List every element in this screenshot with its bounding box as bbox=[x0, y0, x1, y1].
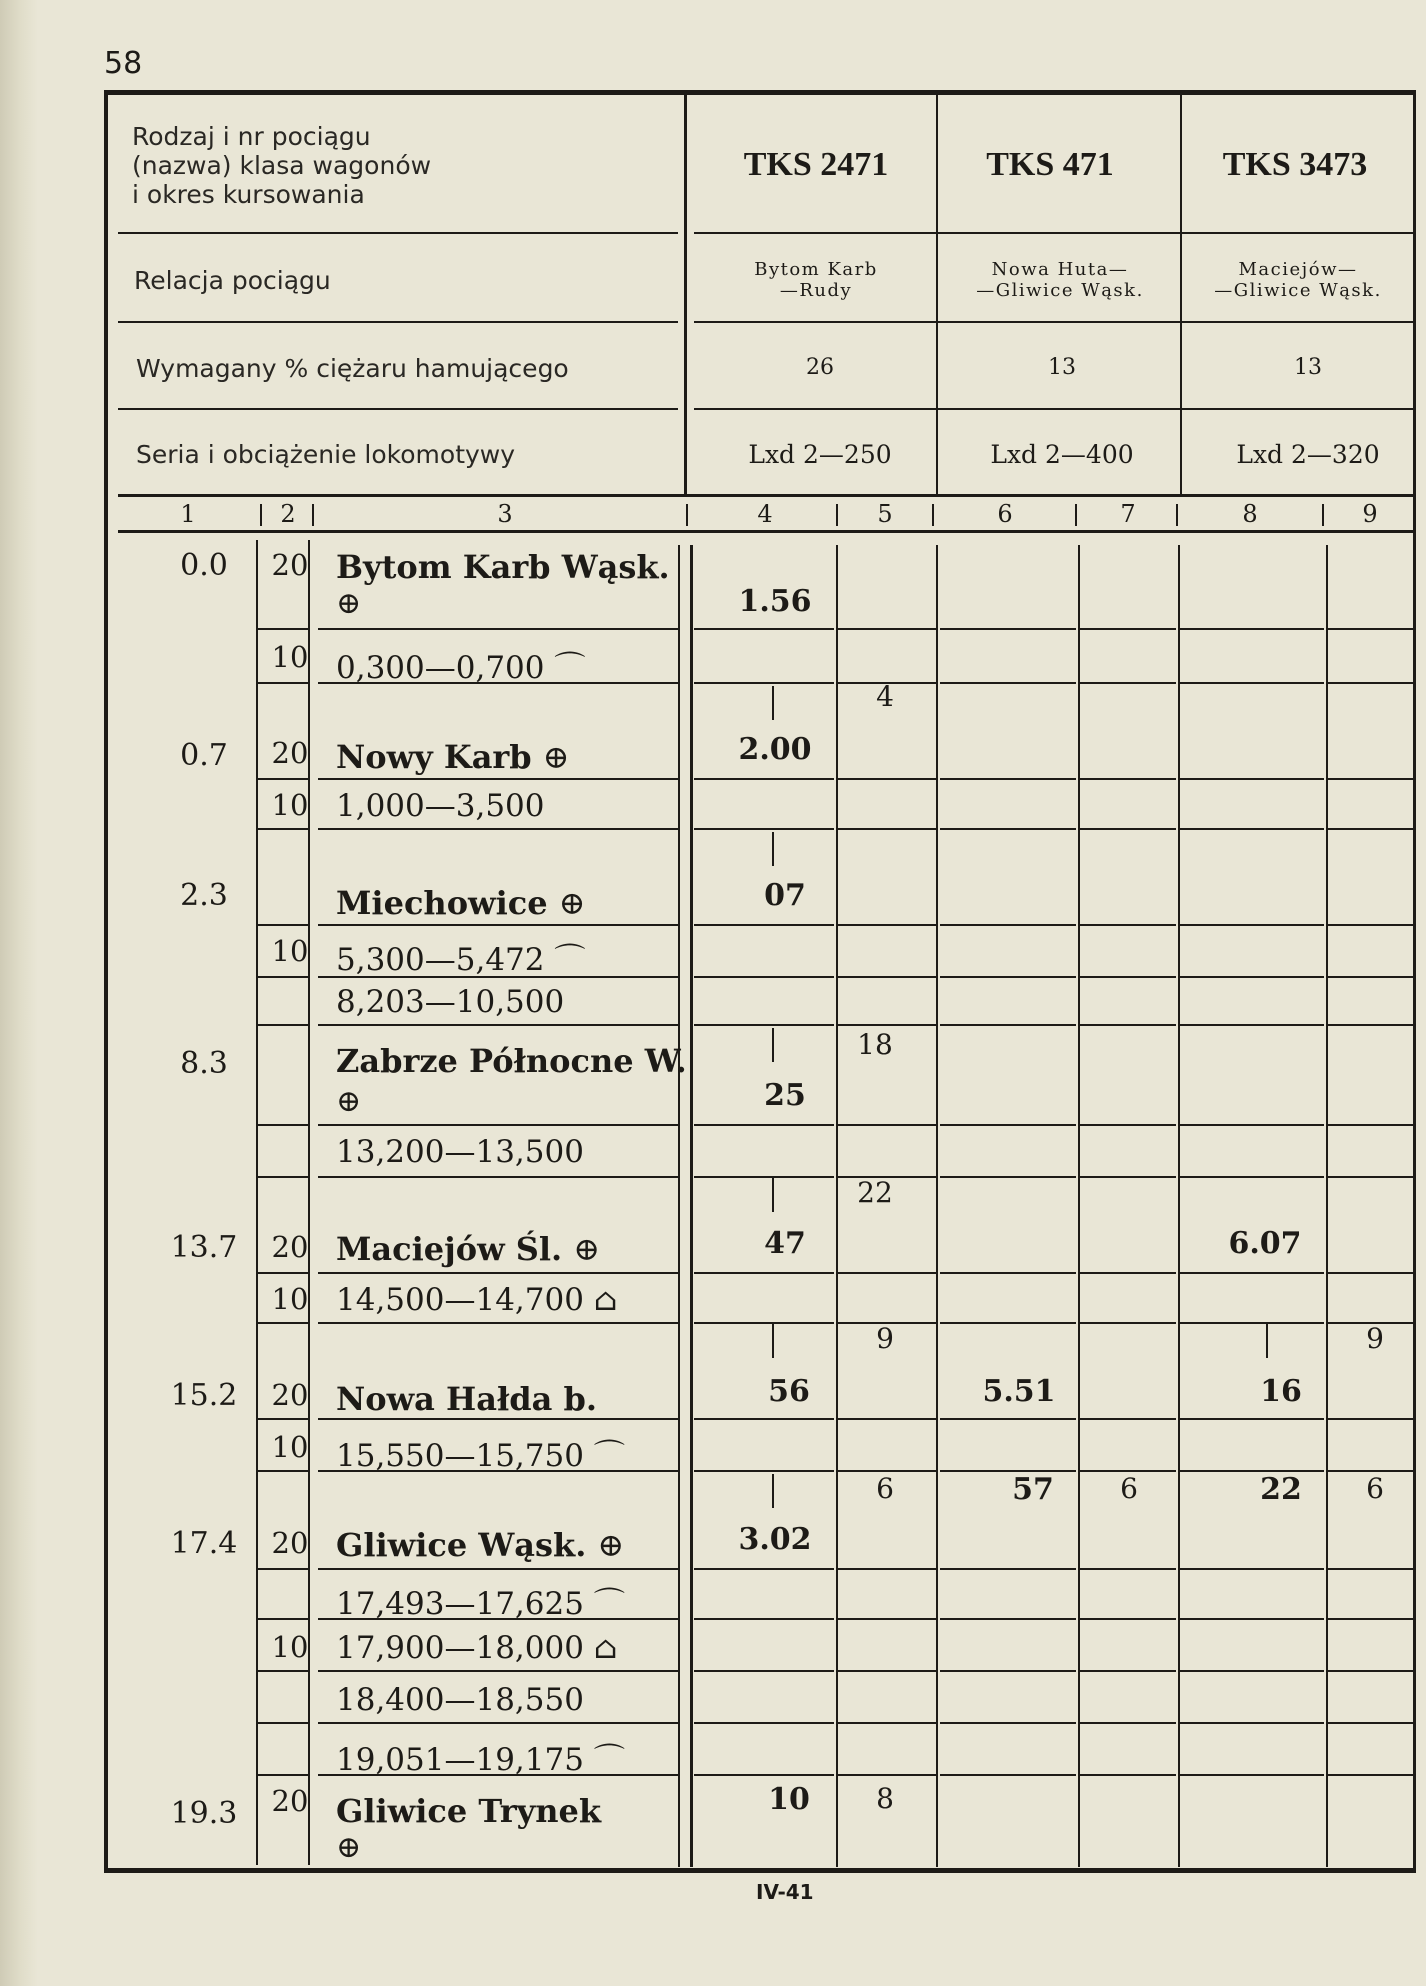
kilometer: 8.3 bbox=[180, 1046, 228, 1081]
row-divider bbox=[1080, 828, 1176, 830]
train-relation: Nowa Huta— —Gliwice Wąsk. bbox=[976, 259, 1144, 301]
row-divider bbox=[1180, 924, 1324, 926]
brake-percent: 26 bbox=[806, 355, 834, 380]
station-name: Bytom Karb Wąsk. bbox=[336, 548, 670, 586]
row-divider bbox=[694, 828, 834, 830]
row-divider bbox=[940, 1322, 1076, 1324]
row-divider bbox=[940, 976, 1076, 978]
speed-limit: 20 bbox=[271, 1784, 309, 1818]
track-section: 0,300—0,700 ⌒ bbox=[336, 650, 586, 686]
row-divider bbox=[258, 778, 310, 780]
brake-label: Wymagany % ciężaru hamującego bbox=[136, 354, 569, 383]
time-departure: 16 bbox=[1260, 1374, 1302, 1409]
row-divider bbox=[1328, 1124, 1414, 1126]
row-divider bbox=[1328, 1568, 1414, 1570]
speed-limit: 10 bbox=[271, 934, 309, 968]
row-divider bbox=[1328, 924, 1414, 926]
row-divider bbox=[694, 1470, 834, 1472]
row-divider bbox=[1180, 1418, 1324, 1420]
table-top-border bbox=[104, 90, 1416, 95]
row-divider bbox=[1328, 1774, 1414, 1776]
station-symbol-icon: ⊕ bbox=[597, 1526, 625, 1564]
row-divider bbox=[694, 628, 834, 630]
speed-limit: 20 bbox=[271, 1230, 309, 1264]
kilometer: 13.7 bbox=[170, 1230, 238, 1265]
row-divider bbox=[1328, 1418, 1414, 1420]
row-divider bbox=[1180, 1124, 1324, 1126]
row-divider bbox=[694, 1568, 834, 1570]
row-divider bbox=[1180, 1024, 1324, 1026]
row-divider bbox=[838, 924, 936, 926]
row-divider bbox=[258, 828, 310, 830]
curve-icon: ⌒ bbox=[593, 1438, 625, 1474]
row-divider bbox=[694, 1322, 834, 1324]
footer-code: IV-41 bbox=[756, 1880, 814, 1904]
row-divider bbox=[838, 1618, 936, 1620]
track-section: 14,500—14,700 ⌂ bbox=[336, 1282, 618, 1318]
track-section: 1,000—3,500 bbox=[336, 788, 545, 824]
row-divider bbox=[258, 1176, 310, 1178]
row-divider bbox=[694, 1124, 834, 1126]
column-number: 9 bbox=[1362, 500, 1378, 528]
speed-limit: 20 bbox=[271, 736, 309, 770]
row-divider bbox=[1080, 1618, 1176, 1620]
row-divider bbox=[258, 1470, 310, 1472]
row-divider bbox=[1080, 976, 1176, 978]
row-divider bbox=[1180, 1272, 1324, 1274]
row-divider bbox=[258, 1670, 310, 1672]
column-number: 1 bbox=[180, 500, 196, 528]
speed-limit: 20 bbox=[271, 1378, 309, 1412]
row-divider bbox=[940, 828, 1076, 830]
row-divider bbox=[838, 628, 936, 630]
row-divider bbox=[318, 1024, 678, 1026]
row-divider bbox=[318, 1124, 678, 1126]
table-bottom-border bbox=[104, 1868, 1416, 1873]
row-divider bbox=[318, 828, 678, 830]
row-divider bbox=[838, 1670, 936, 1672]
row-divider bbox=[838, 1568, 936, 1570]
row-divider bbox=[694, 1618, 834, 1620]
row-divider bbox=[1180, 1176, 1324, 1178]
track-section: 15,550—15,750 ⌒ bbox=[336, 1438, 625, 1474]
row-divider bbox=[694, 976, 834, 978]
speed-limit: 20 bbox=[271, 1526, 309, 1560]
row-divider bbox=[940, 1124, 1076, 1126]
row-divider bbox=[318, 924, 678, 926]
row-divider bbox=[1080, 778, 1176, 780]
kilometer: 0.0 bbox=[180, 548, 228, 583]
row-divider bbox=[318, 778, 678, 780]
running-time: 6 bbox=[1366, 1472, 1384, 1505]
brake-percent: 13 bbox=[1048, 355, 1076, 380]
row-divider bbox=[940, 628, 1076, 630]
row-divider bbox=[1180, 976, 1324, 978]
row-divider bbox=[1080, 1024, 1176, 1026]
row-divider bbox=[838, 1418, 936, 1420]
time-departure: 5.51 bbox=[982, 1374, 1056, 1409]
train-number: TKS 2471 bbox=[743, 146, 889, 183]
row-divider bbox=[694, 778, 834, 780]
kilometer: 17.4 bbox=[170, 1526, 238, 1561]
brake-percent: 13 bbox=[1294, 355, 1322, 380]
train-relation: Maciejów— —Gliwice Wąsk. bbox=[1214, 259, 1382, 301]
row-divider bbox=[1328, 1670, 1414, 1672]
table-left-border bbox=[104, 90, 108, 1873]
row-divider bbox=[1328, 1272, 1414, 1274]
running-time: 18 bbox=[857, 1028, 893, 1061]
track-section: 5,300—5,472 ⌒ bbox=[336, 942, 586, 978]
row-divider bbox=[838, 778, 936, 780]
row-divider bbox=[1080, 1722, 1176, 1724]
station-name: Gliwice Wąsk. ⊕ bbox=[336, 1526, 625, 1564]
row-divider bbox=[1080, 924, 1176, 926]
locomotive-series: Lxd 2—320 bbox=[1236, 440, 1380, 469]
row-divider bbox=[258, 682, 310, 684]
row-divider bbox=[258, 628, 310, 630]
running-time: 4 bbox=[876, 680, 894, 713]
kilometer: 2.3 bbox=[180, 878, 228, 913]
speed-limit: 10 bbox=[271, 1630, 309, 1664]
locomotive-series: Lxd 2—250 bbox=[748, 440, 892, 469]
row-divider bbox=[1180, 1722, 1324, 1724]
row-divider bbox=[318, 1272, 678, 1274]
row-divider bbox=[318, 1418, 678, 1420]
running-time: 6 bbox=[876, 1472, 894, 1505]
station-symbol-icon: ⊕ bbox=[573, 1230, 601, 1268]
row-divider bbox=[1328, 976, 1414, 978]
row-divider bbox=[1328, 628, 1414, 630]
row-divider bbox=[694, 1722, 834, 1724]
row-divider bbox=[940, 1024, 1076, 1026]
row-divider bbox=[1080, 1670, 1176, 1672]
row-divider bbox=[940, 1722, 1076, 1724]
loco-label: Seria i obciążenie lokomotywy bbox=[136, 440, 516, 469]
row-divider bbox=[1328, 682, 1414, 684]
running-time: 9 bbox=[1366, 1322, 1384, 1355]
curve-icon: ⌒ bbox=[593, 1742, 625, 1778]
row-divider bbox=[1180, 828, 1324, 830]
track-section: 17,900—18,000 ⌂ bbox=[336, 1630, 618, 1666]
row-divider bbox=[940, 1272, 1076, 1274]
tunnel-icon: ⌂ bbox=[593, 1630, 618, 1666]
row-divider bbox=[258, 1322, 310, 1324]
station-name: Maciejów Śl. ⊕ bbox=[336, 1230, 601, 1268]
station-name: Miechowice ⊕ bbox=[336, 884, 586, 922]
page-edge bbox=[0, 0, 38, 1986]
row-divider bbox=[1328, 1024, 1414, 1026]
train-header-label: Rodzaj i nr pociągu (nazwa) klasa wagonów i okres kursowania bbox=[132, 122, 432, 209]
running-time: 8 bbox=[876, 1782, 894, 1815]
station-name: Nowa Hałda b. bbox=[336, 1380, 598, 1418]
speed-limit: 10 bbox=[271, 788, 309, 822]
row-divider bbox=[838, 1024, 936, 1026]
row-divider bbox=[258, 1722, 310, 1724]
time-arrival: 57 bbox=[1012, 1472, 1054, 1507]
station-name: Gliwice Trynek bbox=[336, 1792, 602, 1830]
row-divider bbox=[838, 976, 936, 978]
column-number: 4 bbox=[757, 500, 773, 528]
column-number: 7 bbox=[1120, 500, 1136, 528]
row-divider bbox=[694, 682, 834, 684]
row-divider bbox=[318, 1670, 678, 1672]
time-departure: 6.07 bbox=[1228, 1226, 1302, 1261]
station-symbol-icon: ⊕ bbox=[336, 586, 362, 621]
row-divider bbox=[258, 1024, 310, 1026]
time-departure: 56 bbox=[768, 1374, 810, 1409]
row-divider bbox=[1080, 1418, 1176, 1420]
kilometer: 19.3 bbox=[170, 1796, 238, 1831]
row-divider bbox=[1180, 1618, 1324, 1620]
row-divider bbox=[318, 1722, 678, 1724]
row-divider bbox=[1180, 1322, 1324, 1324]
time-arrival: 3.02 bbox=[738, 1522, 812, 1557]
row-divider bbox=[1328, 1618, 1414, 1620]
track-section: 8,203—10,500 bbox=[336, 984, 565, 1020]
time-departure: 2.00 bbox=[738, 732, 812, 767]
row-divider bbox=[1080, 1176, 1176, 1178]
time-departure: 25 bbox=[764, 1078, 806, 1113]
time-departure: 07 bbox=[764, 878, 806, 913]
row-divider bbox=[1080, 628, 1176, 630]
row-divider bbox=[1180, 1568, 1324, 1570]
track-section: 19,051—19,175 ⌒ bbox=[336, 1742, 625, 1778]
row-divider bbox=[694, 1418, 834, 1420]
row-divider bbox=[940, 682, 1076, 684]
station-name: Nowy Karb ⊕ bbox=[336, 738, 570, 776]
running-time: 6 bbox=[1120, 1472, 1138, 1505]
kilometer: 0.7 bbox=[180, 738, 228, 773]
row-divider bbox=[1328, 778, 1414, 780]
speed-limit: 10 bbox=[271, 640, 309, 674]
row-divider bbox=[1328, 1176, 1414, 1178]
speed-limit: 20 bbox=[271, 548, 309, 582]
track-section: 13,200—13,500 bbox=[336, 1134, 584, 1170]
row-divider bbox=[694, 1774, 834, 1776]
row-divider bbox=[1080, 1124, 1176, 1126]
row-divider bbox=[940, 1176, 1076, 1178]
train-number: TKS 3473 bbox=[1222, 146, 1368, 183]
row-divider bbox=[1180, 1774, 1324, 1776]
row-divider bbox=[838, 828, 936, 830]
track-section: 18,400—18,550 bbox=[336, 1682, 584, 1718]
row-divider bbox=[1080, 1568, 1176, 1570]
column-number: 6 bbox=[997, 500, 1013, 528]
running-time: 9 bbox=[876, 1322, 894, 1355]
train-number: TKS 471 bbox=[986, 146, 1114, 183]
row-divider bbox=[1080, 1774, 1176, 1776]
speed-limit: 10 bbox=[271, 1430, 309, 1464]
time-arrival: 22 bbox=[1260, 1472, 1302, 1507]
row-divider bbox=[1180, 1670, 1324, 1672]
row-divider bbox=[838, 1124, 936, 1126]
row-divider bbox=[318, 1322, 678, 1324]
row-divider bbox=[940, 1568, 1076, 1570]
locomotive-series: Lxd 2—400 bbox=[990, 440, 1134, 469]
row-divider bbox=[258, 1618, 310, 1620]
row-divider bbox=[694, 1272, 834, 1274]
row-divider bbox=[258, 924, 310, 926]
time-departure: 47 bbox=[764, 1226, 806, 1261]
row-divider bbox=[838, 1722, 936, 1724]
time-departure: 1.56 bbox=[738, 584, 812, 619]
row-divider bbox=[694, 1176, 834, 1178]
train-relation: Bytom Karb —Rudy bbox=[754, 259, 878, 301]
row-divider bbox=[940, 1670, 1076, 1672]
row-divider bbox=[1328, 1722, 1414, 1724]
row-divider bbox=[1080, 1272, 1176, 1274]
column-number: 2 bbox=[280, 500, 296, 528]
row-divider bbox=[318, 1176, 678, 1178]
row-divider bbox=[1080, 682, 1176, 684]
row-divider bbox=[940, 1774, 1076, 1776]
curve-icon: ⌒ bbox=[554, 942, 586, 978]
row-divider bbox=[258, 1272, 310, 1274]
speed-limit: 10 bbox=[271, 1282, 309, 1316]
row-divider bbox=[838, 1774, 936, 1776]
relation-label: Relacja pociągu bbox=[134, 266, 331, 295]
row-divider bbox=[940, 1618, 1076, 1620]
station-symbol-icon: ⊕ bbox=[336, 1084, 362, 1119]
row-divider bbox=[694, 1670, 834, 1672]
row-divider bbox=[1080, 1322, 1176, 1324]
row-divider bbox=[258, 1124, 310, 1126]
time-departure: 10 bbox=[768, 1782, 810, 1817]
station-symbol-icon: ⊕ bbox=[542, 738, 570, 776]
row-divider bbox=[940, 778, 1076, 780]
station-symbol-icon: ⊕ bbox=[558, 884, 586, 922]
row-divider bbox=[1328, 828, 1414, 830]
column-number: 5 bbox=[877, 500, 893, 528]
row-divider bbox=[838, 1272, 936, 1274]
page-number: 58 bbox=[104, 46, 143, 81]
row-divider bbox=[694, 924, 834, 926]
curve-icon: ⌒ bbox=[554, 650, 586, 686]
row-divider bbox=[318, 628, 678, 630]
row-divider bbox=[1180, 682, 1324, 684]
row-divider bbox=[258, 1568, 310, 1570]
column-number: 3 bbox=[497, 500, 513, 528]
row-divider bbox=[694, 1024, 834, 1026]
row-divider bbox=[940, 924, 1076, 926]
running-time: 22 bbox=[857, 1176, 893, 1209]
row-divider bbox=[1180, 778, 1324, 780]
row-divider bbox=[318, 1568, 678, 1570]
column-number: 8 bbox=[1242, 500, 1258, 528]
row-divider bbox=[258, 1774, 310, 1776]
track-section: 17,493—17,625 ⌒ bbox=[336, 1586, 625, 1622]
row-divider bbox=[940, 1418, 1076, 1420]
tunnel-icon: ⌂ bbox=[593, 1282, 618, 1318]
row-divider bbox=[258, 1418, 310, 1420]
curve-icon: ⌒ bbox=[593, 1586, 625, 1622]
kilometer: 15.2 bbox=[170, 1378, 238, 1413]
station-name: Zabrze Północne W. bbox=[336, 1042, 687, 1080]
row-divider bbox=[258, 976, 310, 978]
station-symbol-icon: ⊕ bbox=[336, 1830, 362, 1865]
row-divider bbox=[1180, 628, 1324, 630]
